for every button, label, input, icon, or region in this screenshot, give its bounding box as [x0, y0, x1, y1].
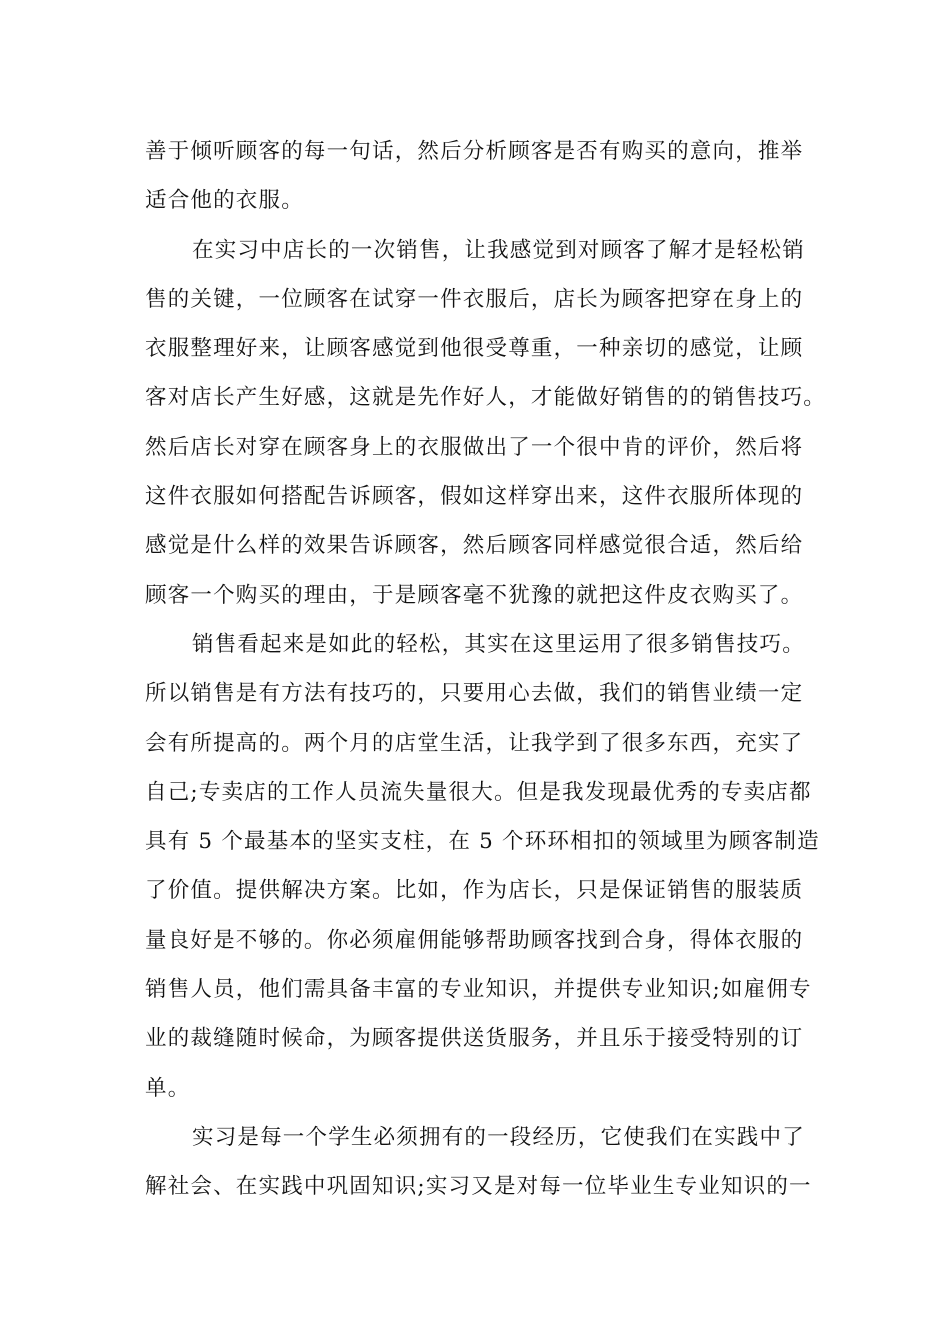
- text-line: 了价值。提供解决方案。比如，作为店长，只是保证销售的服装质: [145, 878, 804, 904]
- text-line: 顾客一个购买的理由，于是顾客毫不犹豫的就把这件皮衣购买了。: [145, 582, 804, 608]
- text-line: 衣服整理好来，让顾客感觉到他很受尊重，一种亲切的感觉，让顾: [145, 336, 804, 362]
- text-line: 所以销售是有方法有技巧的，只要用心去做，我们的销售业绩一定: [145, 681, 804, 707]
- text-line: 单。: [145, 1075, 191, 1101]
- text-line: 客对店长产生好感，这就是先作好人，才能做好销售的的销售技巧。: [145, 385, 827, 411]
- text-line: 这件衣服如何搭配告诉顾客，假如这样穿出来，这件衣服所体现的: [145, 484, 804, 510]
- text-line: 解社会、在实践中巩固知识;实习又是对每一位毕业生专业知识的一: [145, 1174, 812, 1200]
- text-line: 售的关键，一位顾客在试穿一件衣服后，店长为顾客把穿在身上的: [145, 286, 804, 312]
- text-line: 感觉是什么样的效果告诉顾客，然后顾客同样感觉很合适，然后给: [145, 533, 804, 559]
- text-line: 善于倾听顾客的每一句话，然后分析顾客是否有购买的意向，推举: [145, 139, 804, 164]
- text-line: 适合他的衣服。: [145, 188, 304, 214]
- text-line: 具有 5 个最基本的坚实支柱，在 5 个环环相扣的领域里为顾客制造: [145, 829, 820, 855]
- text-line: 然后店长对穿在顾客身上的衣服做出了一个很中肯的评价，然后将: [145, 434, 804, 460]
- body-text: [145, 132, 825, 1217]
- paragraph-first-line: 在实习中店长的一次销售，让我感觉到对顾客了解才是轻松销: [192, 237, 805, 263]
- paragraph-first-line: 实习是每一个学生必须拥有的一段经历，它使我们在实践中了: [192, 1124, 805, 1150]
- text-line: 量良好是不够的。你必须雇佣能够帮助顾客找到合身，得体衣服的: [145, 927, 804, 953]
- text-line: 会有所提高的。两个月的店堂生活，让我学到了很多东西，充实了: [145, 730, 804, 756]
- text-line: 业的裁缝随时候命，为顾客提供送货服务，并且乐于接受特别的订: [145, 1026, 804, 1052]
- text-line: 自己;专卖店的工作人员流失量很大。但是我发现最优秀的专卖店都: [145, 779, 812, 805]
- paragraph-first-line: 销售看起来是如此的轻松，其实在这里运用了很多销售技巧。: [192, 631, 805, 657]
- text-line: 销售人员，他们需具备丰富的专业知识，并提供专业知识;如雇佣专: [145, 977, 812, 1003]
